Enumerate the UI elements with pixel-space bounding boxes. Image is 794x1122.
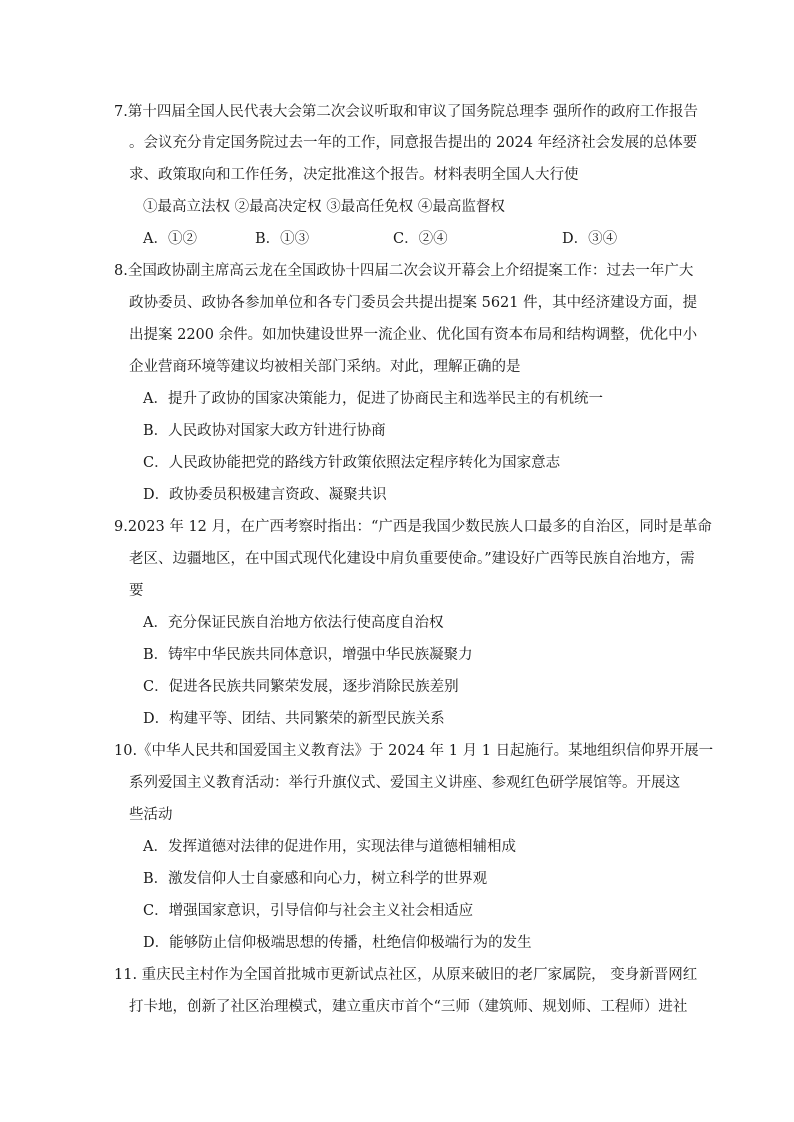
- q10-option-a: A．发挥道德对法律的促进作用，实现法律与道德相辅相成: [143, 839, 516, 855]
- q8-line-2: 政协委员、政协各参加单位和各专门委员会共提出提案 5621 件，其中经济建设方面，提: [129, 295, 698, 311]
- q7-option-b: B．①③: [255, 231, 310, 247]
- q8-option-c: C．人民政协能把党的路线方针政策依照法定程序转化为国家意志: [143, 455, 561, 471]
- q7-option-c: C．②④: [393, 231, 448, 247]
- q8-option-a: A．提升了政协的国家决策能力，促进了协商民主和选举民主的有机统一: [143, 391, 603, 407]
- q8-option-b: B．人民政协对国家大政方针进行协商: [143, 423, 386, 439]
- q9-option-a: A．充分保证民族自治地方依法行使高度自治权: [143, 615, 444, 631]
- q8-option-d: D．政协委员积极建言资政、凝聚共识: [143, 487, 387, 503]
- q7-option-a: A．①②: [143, 231, 197, 247]
- q9-line-1: 9.2023 年 12 月，在广西考察时指出：“广西是我国少数民族人口最多的自治区，同时是革命: [114, 519, 712, 535]
- q10-line-1: 10.《中华人民共和国爱国主义教育法》于 2024 年 1 月 1 日起施行。某地组织信仰界开展一: [114, 743, 714, 759]
- q10-option-d: D．能够防止信仰极端思想的传播，杜绝信仰极端行为的发生: [143, 935, 532, 951]
- q10-line-2: 系列爱国主义教育活动：举行升旗仪式、爱国主义讲座、参观红色研学展馆等。开展这: [129, 775, 680, 791]
- q9-option-b: B．铸牢中华民族共同体意识，增强中华民族凝聚力: [143, 647, 473, 663]
- q9-option-d: D．构建平等、团结、共同繁荣的新型民族关系: [143, 711, 445, 727]
- q10-line-3: 些活动: [129, 807, 173, 823]
- q8-line-4: 企业营商环境等建议均被相关部门采纳。对此，理解正确的是: [129, 359, 521, 375]
- q10-option-b: B．激发信仰人士自豪感和向心力，树立科学的世界观: [143, 871, 488, 887]
- q8-line-1: 8.全国政协副主席高云龙在全国政协十四届二次会议开幕会上介绍提案工作：过去一年广大: [114, 263, 694, 279]
- q9-line-3: 要: [129, 583, 144, 599]
- q9-option-c: C．促进各民族共同繁荣发展，逐步消除民族差别: [143, 679, 459, 695]
- q7-option-d: D．③④: [562, 231, 618, 247]
- q11-line-2: 打卡地，创新了社区治理模式，建立重庆市首个“三师（建筑师、规划师、工程师）进社: [129, 999, 688, 1015]
- q7-line-3: 求、政策取向和工作任务，决定批准这个报告。材料表明全国人大行使: [129, 167, 579, 183]
- q10-option-c: C．增强国家意识，引导信仰与社会主义社会相适应: [143, 903, 474, 919]
- q7-line-2: 。会议充分肯定国务院过去一年的工作，同意报告提出的 2024 年经济社会发展的总体要: [129, 135, 698, 151]
- q11-line-1: 11. 重庆民主村作为全国首批城市更新试点社区，从原来破旧的老厂家属院， 变身新晋网红: [114, 967, 698, 983]
- q7-items: ①最高立法权 ②最高决定权 ③最高任免权 ④最高监督权: [143, 199, 505, 215]
- q8-line-3: 出提案 2200 余件。如加快建设世界一流企业、优化国有资本布局和结构调整，优化中小: [129, 327, 698, 343]
- q9-line-2: 老区、边疆地区，在中国式现代化建设中肩负重要使命。”建设好广西等民族自治地方，需: [129, 551, 695, 567]
- q7-line-1: 7.第十四届全国人民代表大会第二次会议听取和审议了国务院总理李 强所作的政府工作报告: [114, 104, 698, 120]
